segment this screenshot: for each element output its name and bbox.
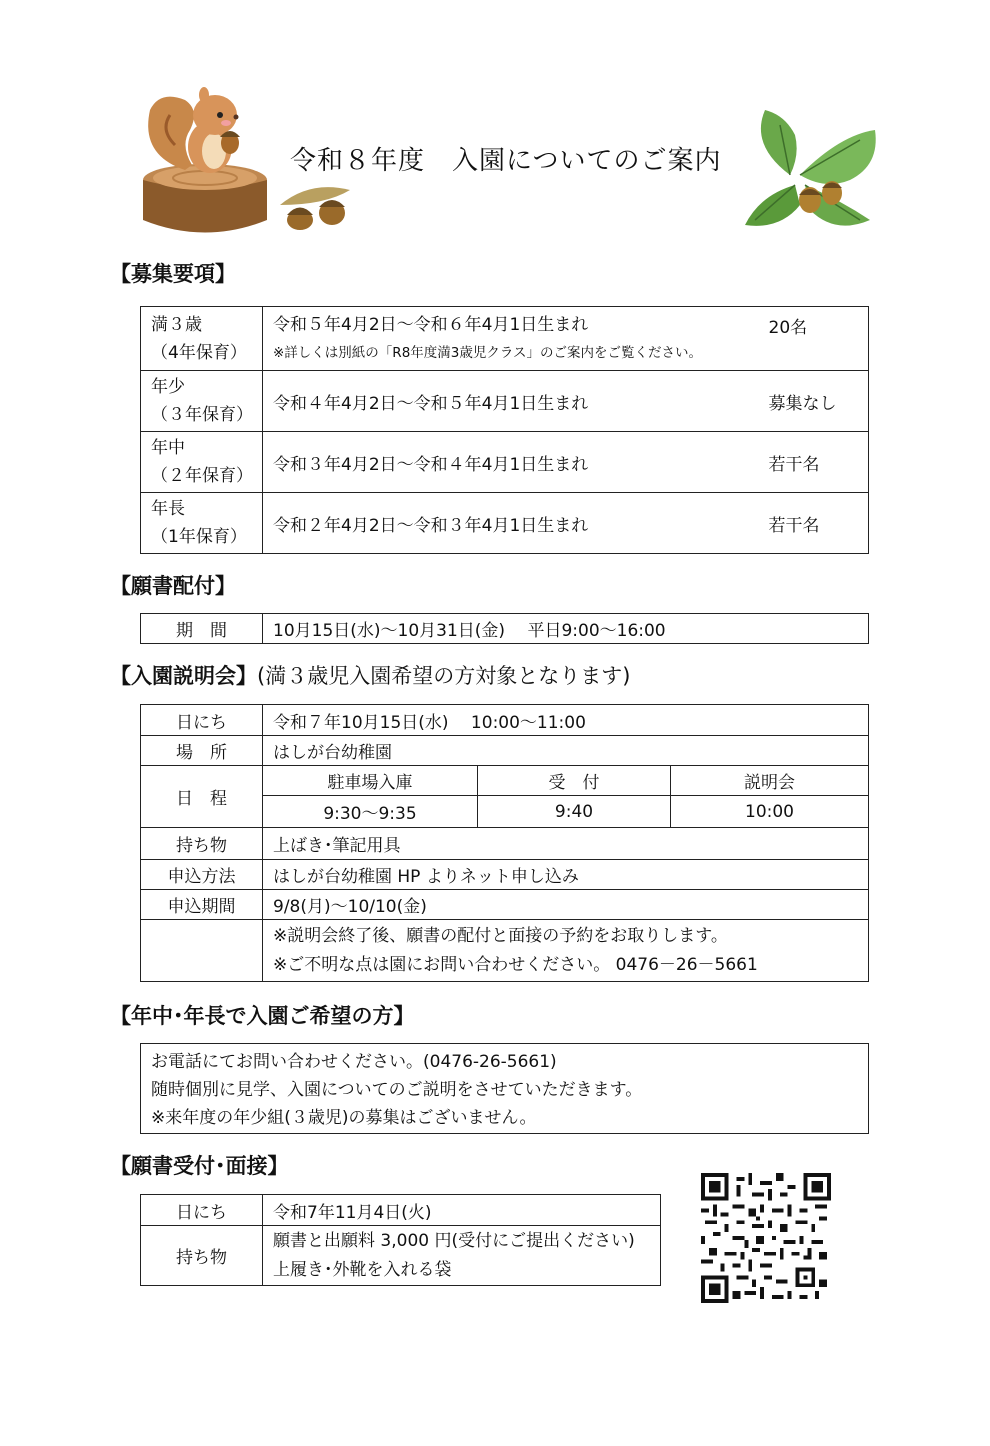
schedule-header-briefing: 説明会 xyxy=(671,766,869,796)
distribution-heading: 【願書配付】 xyxy=(110,574,236,598)
age-cell xyxy=(141,432,263,493)
items-label: 持ち物 xyxy=(141,828,263,860)
count-cell: 20名 xyxy=(759,307,869,371)
briefing-heading xyxy=(110,660,630,690)
interview-items-2: 上履き･外靴を入れる袋 xyxy=(273,1259,452,1280)
table-row xyxy=(141,432,869,493)
interview-table xyxy=(140,1194,661,1286)
date-label: 日にち xyxy=(141,705,263,736)
age-years: （３年保育） xyxy=(151,405,253,425)
briefing-target-note: (満３歳児入園希望の方対象となります) xyxy=(257,664,631,688)
interview-items-label: 持ち物 xyxy=(141,1226,263,1286)
table-row xyxy=(141,1226,661,1286)
notes-cell xyxy=(263,920,869,982)
birth-range: 令和３年4月2日～令和４年4月1日生まれ xyxy=(263,432,759,493)
age-cell xyxy=(141,371,263,432)
range-cell xyxy=(263,307,759,371)
age-cell xyxy=(141,307,263,371)
count-cell: 若干名 xyxy=(759,432,869,493)
age-label: 年少 xyxy=(151,377,185,397)
interview-date-label: 日にち xyxy=(141,1195,263,1226)
table-row xyxy=(141,736,869,766)
older-heading: 【年中･年長で入園ご希望の方】 xyxy=(110,1004,415,1028)
briefing-note-1: ※説明会終了後、願書の配付と面接の予約をお取りします。 xyxy=(273,925,728,946)
schedule-label: 日 程 xyxy=(141,766,263,828)
items-value: 上ばき･筆記用具 xyxy=(263,828,869,860)
briefing-title: 【入園説明会】 xyxy=(110,664,257,688)
period-value: 10月15日(水)～10月31日(金) 平日9:00～16:00 xyxy=(263,614,869,644)
count-cell: 若干名 xyxy=(759,493,869,554)
table-row xyxy=(141,371,869,432)
oak-leaves-illustration xyxy=(740,105,885,235)
table-row xyxy=(141,705,869,736)
apply-period-label: 申込期間 xyxy=(141,890,263,920)
age-label: 満３歳 xyxy=(151,314,202,335)
briefing-table xyxy=(140,704,869,982)
age-years: （4年保育） xyxy=(151,342,247,363)
detail-note: ※詳しくは別紙の「R8年度満3歳児クラス」のご案内をご覧ください。 xyxy=(273,344,702,361)
older-info-box xyxy=(140,1043,869,1134)
table-row xyxy=(141,493,869,554)
qr-code[interactable] xyxy=(700,1173,832,1303)
apply-method-value: はしが台幼稚園 HP よりネット申し込み xyxy=(263,860,869,890)
schedule-header-parking: 駐車場入庫 xyxy=(263,766,478,796)
distribution-table xyxy=(140,613,869,644)
period-label: 期 間 xyxy=(141,614,263,644)
age-years: （２年保育） xyxy=(151,466,253,486)
table-row xyxy=(141,890,869,920)
apply-period-value: 9/8(月)～10/10(金) xyxy=(263,890,869,920)
table-row xyxy=(141,614,869,644)
table-row xyxy=(141,1195,661,1226)
briefing-note-2: ※ご不明な点は園にお問い合わせください。 0476－26－5661 xyxy=(273,954,758,975)
age-years: （1年保育） xyxy=(151,527,247,547)
empty-cell xyxy=(141,920,263,982)
interview-items-cell xyxy=(263,1226,661,1286)
older-line-2: 随時個別に見学、入園についてのご説明をさせていただきます。 xyxy=(151,1080,643,1100)
age-label: 年長 xyxy=(151,499,185,519)
schedule-time-parking: 9:30～9:35 xyxy=(263,796,478,828)
table-row xyxy=(141,307,869,371)
place-value: はしが台幼稚園 xyxy=(263,736,869,766)
birth-range: 令和２年4月2日～令和３年4月1日生まれ xyxy=(263,493,759,554)
birth-range: 令和５年4月2日～令和６年4月1日生まれ xyxy=(273,314,589,335)
interview-items-1: 願書と出願料 3,000 円(受付にご提出ください) xyxy=(273,1230,635,1251)
interview-date-value: 令和7年11月4日(火) xyxy=(263,1195,661,1226)
older-line-1: お電話にてお問い合わせください。(0476-26-5661) xyxy=(151,1052,557,1072)
birth-range: 令和４年4月2日～令和５年4月1日生まれ xyxy=(263,371,759,432)
age-cell xyxy=(141,493,263,554)
apply-method-label: 申込方法 xyxy=(141,860,263,890)
recruit-table xyxy=(140,306,869,554)
older-line-3: ※来年度の年少組(３歳児)の募集はございません。 xyxy=(151,1108,537,1128)
page-title: 令和８年度 入園についてのご案内 xyxy=(290,146,722,176)
count-cell: 募集なし xyxy=(759,371,869,432)
table-row xyxy=(141,920,869,982)
age-label: 年中 xyxy=(151,438,185,458)
interview-heading: 【願書受付･面接】 xyxy=(110,1154,289,1178)
place-label: 場 所 xyxy=(141,736,263,766)
schedule-time-briefing: 10:00 xyxy=(671,796,869,828)
table-row xyxy=(141,766,869,796)
table-row xyxy=(141,860,869,890)
date-value: 令和７年10月15日(水) 10:00～11:00 xyxy=(263,705,869,736)
recruit-heading: 【募集要項】 xyxy=(110,262,236,286)
schedule-time-reception: 9:40 xyxy=(478,796,671,828)
table-row xyxy=(141,828,869,860)
schedule-header-reception: 受 付 xyxy=(478,766,671,796)
